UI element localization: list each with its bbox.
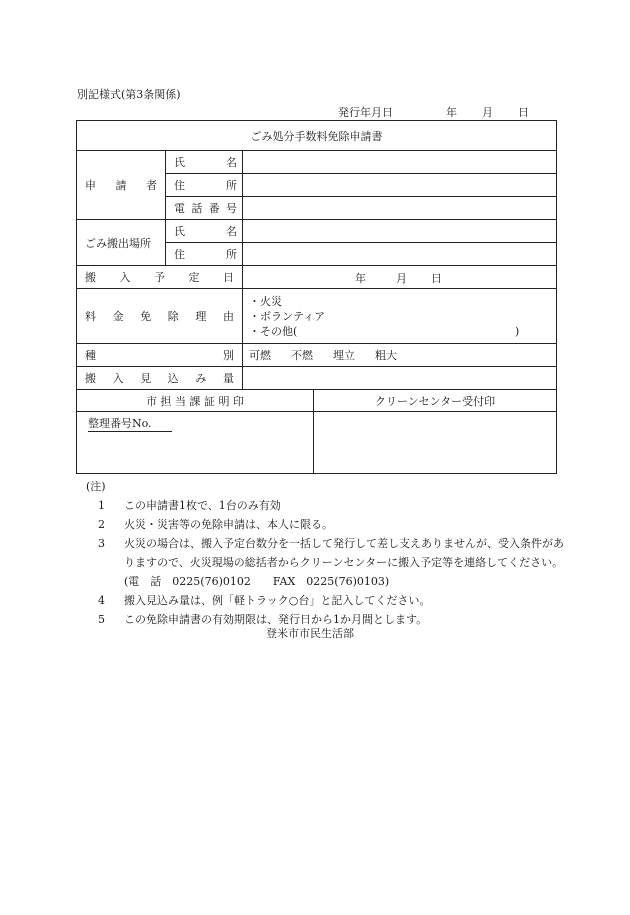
kind-nonburnable[interactable]: 不燃: [291, 349, 313, 362]
applicant-phone-field[interactable]: [243, 197, 557, 220]
application-form-table: [76, 120, 557, 474]
reason-other[interactable]: ・その他( ): [249, 324, 520, 338]
estimate-label: 搬 入 見 込 み 量: [77, 367, 243, 390]
planned-date-label: 搬 入 予 定 日: [77, 266, 243, 289]
planned-year-label: 年: [355, 272, 366, 285]
applicant-phone-label: 電 話 番 号: [166, 197, 243, 220]
note-item: 2 火災・災害等の免除申請は、本人に限る。: [98, 518, 333, 531]
kind-landfill[interactable]: 埋立: [333, 349, 355, 362]
note-item: 5 この免除申請書の有効期限は、発行日から1か月間とします。: [98, 613, 428, 626]
planned-month-label: 月: [396, 272, 407, 285]
applicant-name-label: 氏 名: [166, 151, 243, 174]
origin-address-field[interactable]: [243, 243, 557, 266]
reason-fire[interactable]: ・火災: [249, 294, 282, 308]
reason-label: 料 金 免 除 理 由: [77, 289, 243, 344]
origin-name-label: 氏 名: [166, 220, 243, 243]
city-cert-stamp-area: [77, 412, 314, 474]
issuing-department: 登米市市民生活部: [266, 627, 354, 640]
kind-label: 種 別: [77, 344, 243, 367]
applicant-address-field[interactable]: [243, 174, 557, 197]
reason-options[interactable]: [243, 289, 557, 344]
kind-burnable[interactable]: 可燃: [249, 349, 271, 362]
note-item: 1 この申請書1枚で、1台のみ有効: [98, 499, 281, 512]
city-cert-stamp-label: 市 担 当 課 証 明 印: [77, 390, 314, 412]
origin-name-field[interactable]: [243, 220, 557, 243]
applicant-address-label: 住 所: [166, 174, 243, 197]
center-stamp-area: [314, 412, 557, 474]
kind-options[interactable]: [243, 344, 557, 367]
applicant-name-field[interactable]: [243, 151, 557, 174]
notes-heading: (注): [86, 480, 106, 493]
note-item: 3 火災の場合は、搬入予定台数分を一括して発行して差し支えありませんが、受入条件がありますので、火災現場の総括者からクリーンセンターに搬入予定等を連絡してください。(電 話 0225(76)0102 FAX 0225(76)0103): [98, 537, 564, 588]
reference-number-label: 整理番号No.: [88, 415, 172, 432]
form-title: ごみ処分手数料免除申請書: [77, 121, 557, 151]
reason-volunteer[interactable]: ・ボランティア: [249, 309, 326, 323]
issue-month-label: 月: [482, 106, 493, 119]
applicant-label: 申 請 者: [77, 151, 166, 220]
origin-address-label: 住 所: [166, 243, 243, 266]
issue-year-label: 年: [446, 106, 457, 119]
note-item: 4 搬入見込み量は、例「軽トラック○台」と記入してください。: [98, 594, 431, 607]
origin-label: ごみ搬出場所: [77, 220, 166, 266]
kind-oversized[interactable]: 粗大: [375, 349, 397, 362]
issue-day-label: 日: [518, 106, 529, 119]
form-number-label: 別記様式(第3条関係): [77, 88, 181, 101]
planned-date-field[interactable]: [243, 266, 557, 289]
center-stamp-label: クリーンセンター受付印: [314, 390, 557, 412]
notes-section: [86, 477, 566, 629]
issue-date-label: 発行年月日: [338, 106, 393, 119]
planned-day-label: 日: [431, 272, 442, 285]
estimate-field[interactable]: [243, 367, 557, 390]
